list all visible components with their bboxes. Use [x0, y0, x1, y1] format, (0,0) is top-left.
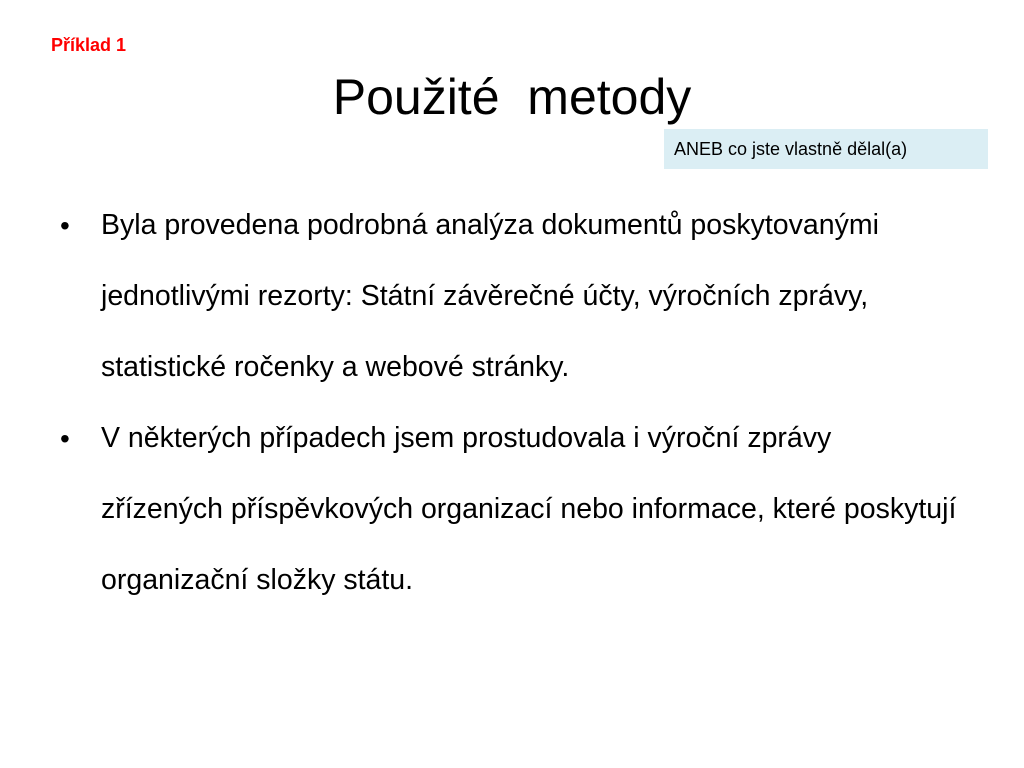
slide-title: Použité metody: [332, 69, 692, 125]
bullet-item-1: [60, 190, 960, 403]
example-label: Příklad 1: [51, 35, 127, 55]
bullet-text-1: Byla provedena podrobná analýza dokumentů poskytovanými jednotlivými rezorty: Státní závěrečné účty, výročních zprávy, statistické ročenky a webové stránky.: [101, 209, 879, 383]
note-box: ANEB co jste vlastně dělal(a): [664, 129, 988, 169]
bullet-list: [60, 190, 960, 616]
bullet-icon: •: [60, 423, 70, 454]
bullet-text-2: V některých případech jsem prostudovala i výroční zprávy zřízených příspěvkových organizací nebo informace, které poskytují organizační složky státu.: [101, 422, 957, 596]
bullet-item-2: [60, 403, 960, 616]
bullet-icon: •: [60, 210, 70, 241]
